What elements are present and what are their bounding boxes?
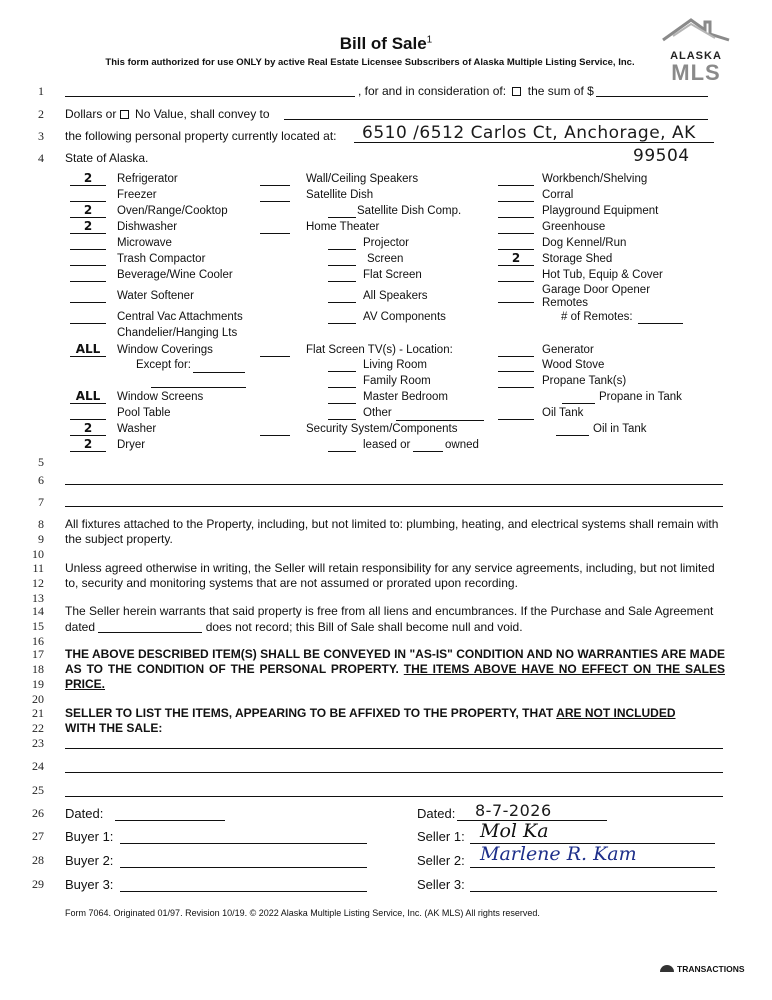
item-label: Refrigerator [117, 173, 178, 185]
logo-line1: ALASKA [670, 50, 722, 62]
item-label: Dryer [117, 439, 146, 451]
item-label: Corral [542, 189, 574, 201]
item-check-field[interactable] [328, 268, 356, 282]
convey-to-field[interactable] [284, 119, 708, 120]
paragraph-exclusions: SELLER TO LIST THE ITEMS, APPEARING TO BE AFFIXED TO THE PROPERTY, THAT ARE NOT INCLUDED WITH THE SALE: [65, 706, 676, 735]
line-number: 17 [32, 647, 44, 661]
line24-blank[interactable] [65, 772, 723, 773]
item-label: Water Softener [117, 290, 194, 302]
tank-level-field[interactable] [562, 390, 595, 404]
item-label: Living Room [363, 359, 427, 371]
item-label: Security System/Components [306, 423, 458, 435]
item-check-field[interactable] [328, 374, 356, 388]
item-quantity-field[interactable] [498, 406, 534, 420]
item-label: Family Room [363, 375, 431, 387]
item-quantity-field[interactable]: 2 [70, 204, 106, 218]
buyer2-label: Buyer 2: [65, 853, 114, 868]
line-number: 11 [32, 561, 44, 575]
item-label: Propane Tank(s) [542, 375, 627, 387]
buyer-dated-label: Dated: [65, 806, 104, 821]
line-number: 4 [38, 151, 44, 165]
item-label: Except for: [136, 359, 191, 371]
item-label: Satellite Dish Comp. [357, 205, 462, 217]
item-quantity-field[interactable]: 2 [70, 220, 106, 234]
seller2-label: Seller 2: [417, 853, 465, 868]
location-value: 6510 /6512 Carlos Ct, Anchorage, AK [362, 123, 696, 143]
line-number: 10 [32, 547, 44, 561]
line7-blank[interactable] [65, 506, 723, 507]
line-number: 15 [32, 619, 44, 633]
item-check-field[interactable] [260, 343, 290, 357]
line-number: 6 [38, 473, 44, 487]
agreement-date-field[interactable] [98, 621, 202, 633]
owned-check-field[interactable] [413, 438, 443, 452]
tank-level-field[interactable] [556, 422, 589, 436]
item-check-field[interactable] [328, 310, 356, 324]
item-quantity-field[interactable] [498, 172, 534, 186]
buyer1-label: Buyer 1: [65, 829, 114, 844]
line-number: 7 [38, 495, 44, 509]
seller-dated-value: 8-7-2026 [475, 801, 552, 820]
item-label: Oil in Tank [593, 423, 647, 435]
line-number: 14 [32, 604, 44, 618]
sum-checkbox[interactable] [512, 87, 521, 96]
item-label: Hot Tub, Equip & Cover [542, 269, 663, 281]
line-number: 24 [32, 759, 44, 773]
item-label: Generator [542, 344, 594, 356]
line-number: 27 [32, 829, 44, 843]
seller3-label: Seller 3: [417, 877, 465, 892]
sum-amount-field[interactable] [596, 96, 708, 97]
item-check-field[interactable] [328, 390, 356, 404]
item-label: owned [445, 439, 479, 451]
line-number: 5 [38, 455, 44, 469]
item-quantity-field[interactable]: ALL [70, 390, 106, 404]
item-check-field[interactable] [260, 220, 290, 234]
item-label: Dog Kennel/Run [542, 237, 627, 249]
item-label: Projector [363, 237, 410, 249]
no-value-checkbox[interactable] [120, 110, 129, 119]
item-label: Microwave [117, 237, 172, 249]
buyer1-field[interactable] [120, 843, 367, 844]
other-description-field[interactable] [396, 420, 484, 421]
alaska-mls-logo [655, 14, 737, 86]
item-check-field[interactable] [328, 358, 356, 372]
line-number: 3 [38, 129, 44, 143]
zip-value: 99504 [633, 146, 690, 166]
buyer3-field[interactable] [120, 891, 367, 892]
item-check-field[interactable] [260, 172, 290, 186]
item-quantity-field[interactable]: 2 [70, 438, 106, 452]
item-quantity-field[interactable] [498, 374, 534, 388]
item-quantity-field[interactable] [70, 406, 106, 420]
logo-line2: MLS [671, 60, 721, 85]
buyer2-field[interactable] [120, 867, 367, 868]
paragraph-fixtures: All fixtures attached to the Property, including, but not limited to: plumbing, heating, and electrical systems shall remain with the subject property. [65, 517, 719, 546]
item-quantity-field[interactable] [498, 343, 534, 357]
item-quantity-field[interactable] [498, 220, 534, 234]
item-label: Oil Tank [542, 407, 584, 419]
item-label: Flat Screen TV(s) - Location: [306, 344, 453, 356]
item-label: Other [363, 407, 392, 419]
item-check-field[interactable] [260, 188, 290, 202]
paragraph-as-is: THE ABOVE DESCRIBED ITEM(S) SHALL BE CONVEYED IN "AS-IS" CONDITION AND NO WARRANTIES ARE MADE AS TO THE CONDITION OF THE PERSONAL PROPERTY. THE ITEMS ABOVE HAVE NO EFFECT ON THE SALES PRICE. [65, 647, 725, 691]
item-label: Flat Screen [363, 269, 422, 281]
buyer-dated-field[interactable] [115, 820, 225, 821]
item-label: All Speakers [363, 290, 428, 302]
line-number: 9 [38, 532, 44, 546]
item-label: Playground Equipment [542, 205, 659, 217]
item-quantity-field[interactable] [70, 236, 106, 250]
item-label: Satellite Dish [306, 189, 374, 201]
item-quantity-field[interactable]: ALL [70, 343, 106, 357]
item-label: Central Vac Attachments [117, 311, 243, 323]
line2-text: Dollars or No Value, shall convey to [65, 107, 270, 121]
footer-text: Form 7064. Originated 01/97. Revision 10/19. © 2022 Alaska Multiple Listing Service, Inc. (AK MLS) All rights reserved. [65, 908, 540, 918]
line-number: 25 [32, 783, 44, 797]
item-quantity-field[interactable] [498, 236, 534, 250]
item-check-field[interactable] [328, 204, 356, 218]
item-label: AV Components [363, 311, 446, 323]
line-number: 23 [32, 736, 44, 750]
item-check-field[interactable] [328, 252, 356, 266]
line-number: 29 [32, 877, 44, 891]
item-quantity-field[interactable] [70, 188, 106, 202]
item-label: Remotes [542, 297, 589, 309]
item-quantity-field[interactable] [498, 358, 534, 372]
seller3-field[interactable] [470, 891, 717, 892]
item-quantity-field[interactable] [498, 188, 534, 202]
item-quantity-field[interactable] [70, 289, 106, 303]
line-number: 1 [38, 84, 44, 98]
item-label: Beverage/Wine Cooler [117, 269, 233, 281]
item-label: Home Theater [306, 221, 380, 233]
item-label: Garage Door Opener [542, 284, 651, 296]
remotes-count-field[interactable] [638, 323, 683, 324]
line25-blank[interactable] [65, 796, 723, 797]
seller1-label: Seller 1: [417, 829, 465, 844]
item-label: # of Remotes: [561, 311, 633, 323]
line-number: 22 [32, 721, 44, 735]
item-quantity-field[interactable]: 2 [70, 422, 106, 436]
item-quantity-field[interactable]: 2 [498, 252, 534, 266]
item-label: Window Screens [117, 391, 204, 403]
seller-dated-label: Dated: [417, 806, 456, 821]
item-label: Master Bedroom [363, 391, 449, 403]
item-label: Wall/Ceiling Speakers [306, 173, 419, 185]
line4-text: State of Alaska. [65, 151, 149, 165]
paragraph-liens: The Seller herein warrants that said property is free from all liens and encumbrances. If the Purchase and Sale Agreement dated does not record; this Bill of Sale shall become null and void. [65, 604, 714, 634]
line23-blank[interactable] [65, 748, 723, 749]
item-quantity-field[interactable] [498, 204, 534, 218]
line-number: 2 [38, 107, 44, 121]
item-quantity-field[interactable] [498, 268, 534, 282]
item-label: Chandelier/Hanging Lts [117, 327, 238, 339]
item-label: Screen [367, 253, 404, 265]
paragraph-service: Unless agreed otherwise in writing, the Seller will retain responsibility for any service agreements, including, but not limited to, security and monitoring systems that are not assumed or prorated upon recording. [65, 561, 715, 590]
item-check-field[interactable] [328, 406, 356, 420]
line-number: 21 [32, 706, 44, 720]
line-number: 28 [32, 853, 44, 867]
item-label: Washer [117, 423, 157, 435]
line-number: 16 [32, 634, 44, 648]
item-label: Trash Compactor [117, 253, 206, 265]
title-text: Bill of Sale [339, 34, 427, 53]
except-for-field-2[interactable] [151, 387, 246, 388]
item-label: Pool Table [117, 407, 171, 419]
item-quantity-field[interactable] [70, 252, 106, 266]
item-label: Window Coverings [117, 344, 213, 356]
seller2-signature: Marlene R. Kam [480, 843, 637, 865]
line-number: 26 [32, 806, 44, 820]
line1-text: , for and in consideration of: the sum of $ [358, 84, 594, 98]
item-quantity-field[interactable] [498, 289, 534, 303]
item-check-field[interactable] [328, 438, 356, 452]
line-number: 13 [32, 591, 44, 605]
item-check-field[interactable] [260, 422, 290, 436]
item-label: Dishwasher [117, 221, 178, 233]
item-label: Propane in Tank [599, 391, 682, 403]
item-quantity-field[interactable] [70, 268, 106, 282]
item-label: Wood Stove [542, 359, 605, 371]
seller2-field[interactable] [470, 867, 715, 868]
item-label: Workbench/Shelving [542, 173, 648, 185]
line-number: 8 [38, 517, 44, 531]
item-check-field[interactable] [328, 236, 356, 250]
except-for-field[interactable] [193, 372, 245, 373]
line3-text: the following personal property currently located at: [65, 129, 337, 143]
item-quantity-field[interactable]: 2 [70, 172, 106, 186]
item-check-field[interactable] [328, 289, 356, 303]
line-number: 20 [32, 692, 44, 706]
item-quantity-field[interactable] [70, 310, 106, 324]
item-label: Freezer [117, 189, 157, 201]
buyer3-label: Buyer 3: [65, 877, 114, 892]
item-label: Greenhouse [542, 221, 606, 233]
line-number: 12 [32, 576, 44, 590]
item-label: leased or [363, 439, 411, 451]
seller1-signature: Mol Ka [480, 820, 549, 842]
line6-blank[interactable] [65, 484, 723, 485]
transactions-brand: TRANSACTIONS [660, 964, 745, 974]
item-label: Oven/Range/Cooktop [117, 205, 228, 217]
line-number: 19 [32, 677, 44, 691]
item-label: Storage Shed [542, 253, 613, 265]
title-footnote: 1 [426, 34, 433, 46]
line1-blank [65, 96, 355, 97]
house-roof-icon [655, 14, 737, 44]
page-subtitle: This form authorized for use ONLY by active Real Estate Licensee Subscribers of Alaska Multiple Listing Service, Inc. [105, 57, 635, 68]
line-number: 18 [32, 662, 44, 676]
transactions-logo-icon [660, 965, 674, 972]
